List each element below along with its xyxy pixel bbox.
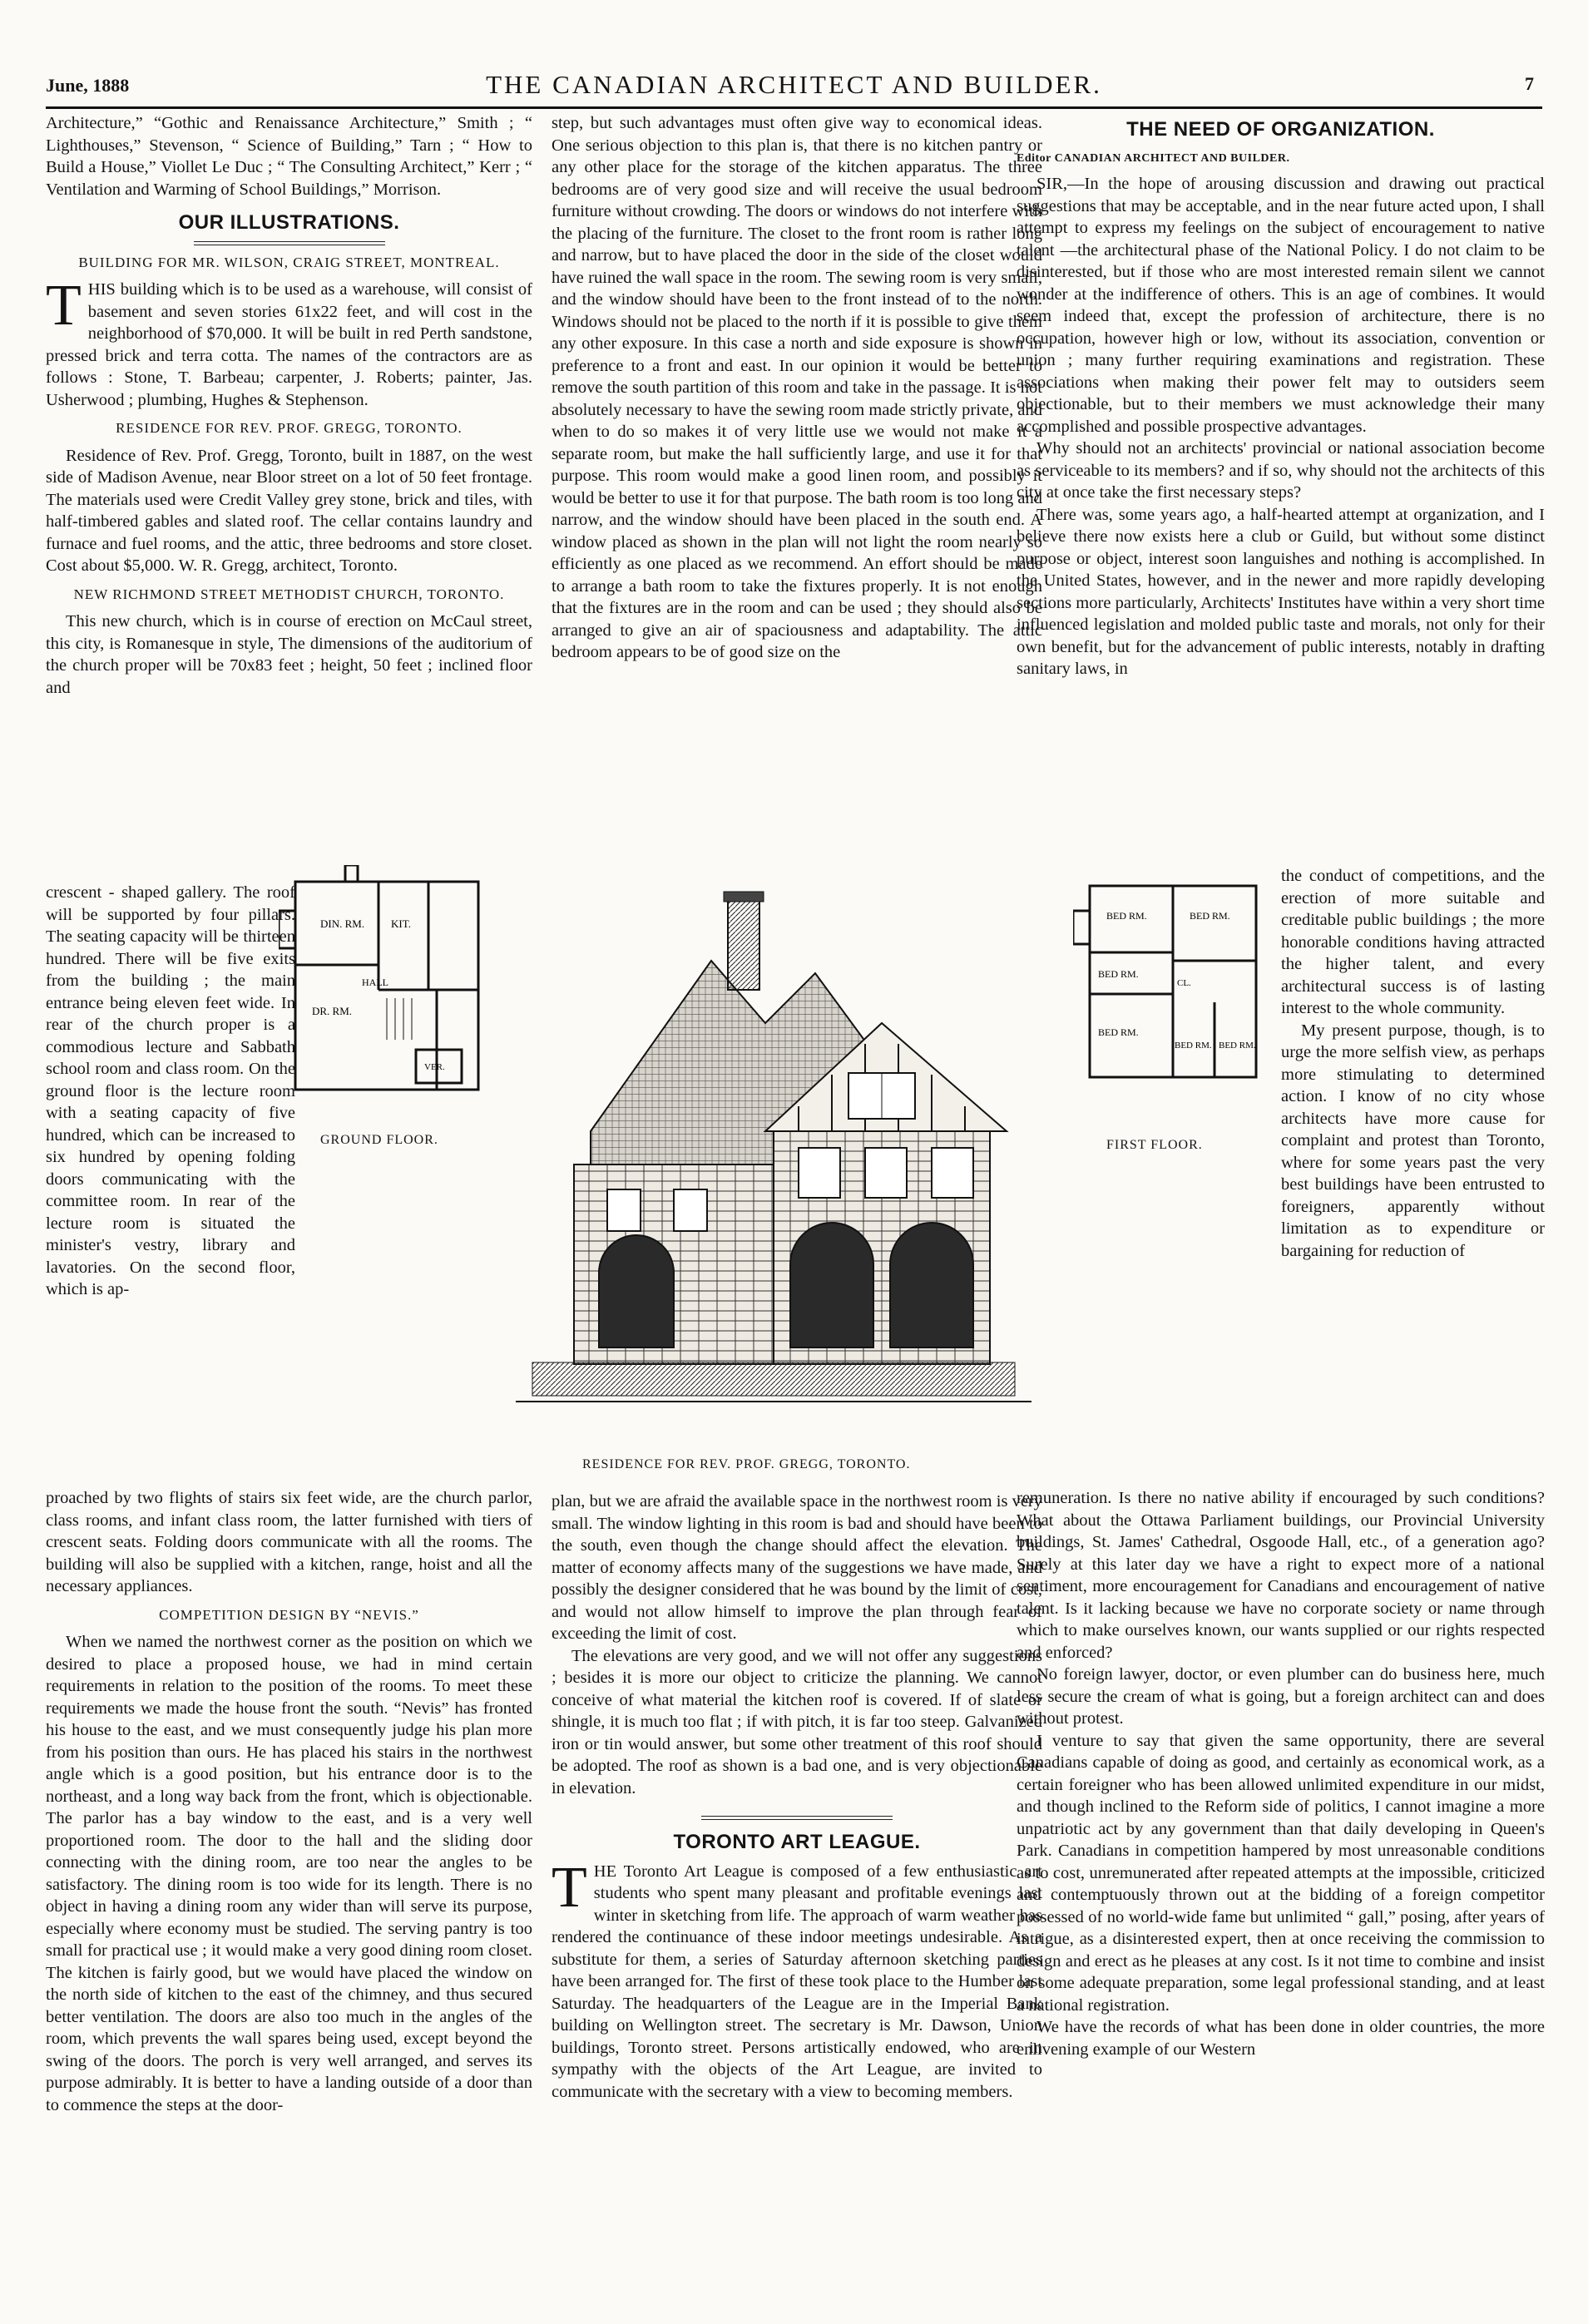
heading-toronto-art-league: TORONTO ART LEAGUE. <box>673 1831 921 1853</box>
room-label: BED RM. <box>1190 910 1230 922</box>
room-label: BED RM. <box>1219 1041 1256 1051</box>
ground-floor-plan <box>279 865 512 1115</box>
paragraph-present: My present purpose, though, is to urge the more selfish view, as perhaps more stimulating to determined action. I know of no city whose architects have more cause for complaint and protest than Toronto, where for some years past the very best buildings have been entrusted to foreigners, apparently without limitation as to expenditure or bargaining for reduction of <box>1281 1021 1545 1260</box>
header-rule <box>46 106 1542 109</box>
paragraph-records: We have the records of what has been done in older countries, the more enlivening example of our Western <box>1017 2018 1545 2059</box>
ground-floor-label: GROUND FLOOR. <box>320 1133 438 1147</box>
page-number: 7 <box>1525 73 1534 94</box>
paragraph-there: There was, some years ago, a half-hearted attempt at organization, and I believe there now exists here a club or Guild, but without some distinct purpose or object, interest soon languishes and nothing is accomplished. In the United States, however, and in the newer and more rapidly developing sections more particularly, Architects' Institutes have within a very short time influenced legislation and molded public taste and morals, not only for their own benefit, but for the advancement of public interests, notably in drafting sanitary laws, in <box>1017 505 1545 678</box>
paragraph-wilson <box>46 274 532 411</box>
column-3-narrow <box>1281 865 1545 1262</box>
chimney-cap <box>724 892 764 902</box>
paragraph-gregg: Residence of Rev. Prof. Gregg, Toronto, built in 1887, on the west side of Madison Avenue, near Bloor street on a lot of 50 feet frontage. The materials used were Credit Valley grey stone, brick and tiles, with half-timbered gables and slated roof. The cellar contains laundry and furnace and fuel rooms, and the attic, three bedrooms and store closet. Cost about $5,000. W. R. Gregg, architect, Toronto. <box>46 446 532 575</box>
heading-our-illustrations: OUR ILLUSTRATIONS. <box>178 211 400 234</box>
room-label: VER. <box>424 1062 445 1072</box>
paragraph-league <box>552 1855 1042 2104</box>
column-3-bottom <box>1017 1487 1545 2060</box>
drop-cap: T <box>552 1855 587 1920</box>
paragraph-church-a: This new church, which is in course of erection on McCaul street, this city, is Romanesque in style, The dimensions of the auditorium of the church proper will be 70x83 feet ; height, 50 feet ; inclined floor and <box>46 612 532 697</box>
paragraph-col2-cont: step, but such advantages must often give way to economical ideas. One serious objection to this plan is, that there is no kitchen pantry or any other place for the storage of the kitchen apparatus. The three bedrooms are of very good size and will receive the usual bedroom furniture without crowding. The doors or windows do not interfere with the placing of the furniture. The closet to the front room is rather long and narrow, but to have placed the door in the side of the closet would have ruined the wall space in the room. The sewing room is very small, and the window should have been to the front instead of to the north. Windows should not be placed to the north if it is possible to give them any other exposure. In this case a north and side exposure is shown in preference to a front and east. In our opinion it would be better to remove the south partition of this room and take in the passage. It is not absolutely necessary to have the sewing room made strictly private, and when to do so makes it of very little use we would not make it a separate room, but make the hall sufficiently large, and use it for that purpose. This room would make a good linen room, and possibly it would be better to use it for that purpose. The bath room is too long and narrow, and the window should have been placed in the south end. A window placed as shown in the plan will not light the room nearly so efficiently as one placed as we recommend. An effort should be made to arrange a bath room to take the fixtures properly. It is not enough that the fixtures are in the room and can be used ; they should also be arranged to give an air of spaciousness and adaptability. The attic bedroom appears to be of good size on the <box>552 114 1042 661</box>
masthead-title: THE CANADIAN ARCHITECT AND BUILDER. <box>486 70 1102 99</box>
ground <box>532 1362 1015 1396</box>
paragraph-wilson-text: HIS building which is to be used as a warehouse, will consist of basement and seven stories 61x22 feet, and will cost in the neighborhood of $70,000. It will be built in red Perth sandstone, pressed brick and terra cotta. The names of the contractors are as follows : Stone, T. Barbeau; carpenter, J. Roberts; painter, Jas. Usherwood ; plumbing, Hughes & Stephenson. <box>46 280 532 409</box>
residence-engraving <box>516 882 1031 1456</box>
subheading-nevis: COMPETITION DESIGN BY “NEVIS.” <box>159 1606 419 1623</box>
page-header <box>46 70 1542 103</box>
column-3-top <box>1017 112 1545 680</box>
first-floor-label: FIRST FLOOR. <box>1106 1138 1203 1152</box>
room-label: DR. RM. <box>312 1005 353 1017</box>
heading-need-of-organization: THE NEED OF ORGANIZATION. <box>1126 118 1435 141</box>
column-2-bottom <box>552 1491 1042 2103</box>
chimney <box>728 898 759 990</box>
residence-caption: RESIDENCE FOR REV. PROF. GREGG, TORONTO. <box>582 1457 911 1471</box>
room-label: BED RM. <box>1175 1041 1212 1051</box>
paragraph-league-text: HE Toronto Art League is composed of a few enthusiastic art students who spent many pleasant and profitable evenings last winter in sketching from life. The approach of warm weather has rendered the continuance of these indoor meetings undesirable. As a substitute for them, a series of Saturday afternoon sketching parties have been arranged for. The first of these took place to the Humber last Saturday. The headquarters of the League are in the Imperial Bank building on Wellington street. The secretary is Mr. Dawson, Union buildings, Toronto street. Persons artistically endowed, who are in sympathy with the objects of the Art League, are invited to communicate with the secretary with a view to becoming members. <box>552 1862 1042 2101</box>
room-label: BED RM. <box>1098 1026 1139 1038</box>
drop-cap: T <box>46 274 82 338</box>
column-1-narrow <box>46 882 295 1301</box>
paragraph-nevis: When we named the northwest corner as the position on which we desired to place a proposed house, we had in mind certain requirements in relation to the position of the rooms. To meet these requirements we made the house front the south. “Nevis” has fronted his house to the east, and we must consequently judge his plan more from his position than ours. He has placed his stairs in the northwest angle which is a good position, but his entrance door is to the northeast, and a long way back from the front, which is objectionable. The parlor has a bay window to the east, and is a very well proportioned room. The door to the hall and the sliding door connecting with the dining room, are too near the angles to be satisfactory. The dining room is too wide for its length. There is no object in having a dining room any wider than will serve its purpose, especially where economy must be studied. The serving pantry is too small for practical use ; it would make a very good dining room closet. The kitchen is fairly good, but we would have placed the window on the north side of kitchen to the east of the chimney, and thus secured better ventilation. The doors are also too much in the angles of the room, which prevents the wall spares being used, except beyond the swing of the doors. The porch is very well arranged, and serves its purpose admirably. It is better to have a landing outside of a door than to commence the steps at the door- <box>46 1633 532 2114</box>
issue-date: June, 1888 <box>46 75 130 96</box>
room-label: CL. <box>1177 978 1191 988</box>
arched-window <box>599 1235 674 1347</box>
heading-rule <box>194 241 385 245</box>
letter-byline: Editor CANADIAN ARCHITECT AND BUILDER. <box>1017 151 1290 165</box>
paragraph-sir: SIR,—In the hope of arousing discussion and drawing out practical suggestions that may be acceptable, and in the near future acted upon, I shall attempt to express my feelings on the subject of encouragement to native talent —the architectural phase of the National Policy. I do not claim to be disinterested, but if those who are most interested remain silent we cannot wonder at the indifference of others. This is an age of combines. It would seem indeed that, except the profession of architecture, there is no occupation, however high or low, without its association, convention or union ; many further requiring examinations and registration. These associations when making their power felt may to outsiders seem objectionable, but to their members we must acknowledge their many accomplished and possible prospective advantages. <box>1017 175 1545 436</box>
room-label: BED RM. <box>1098 968 1139 980</box>
paragraph-church-b: crescent - shaped gallery. The roof will be supported by four pillars. The seating capacity will be thirteen hundred. There will be five exits from the building ; the main entrance being eleven feet wide. In rear of the church proper is a commodious lecture and Sabbath school room and class room. On the ground floor is the lecture room with a seating capacity of five hundred, which can be increased to six hundred by opening folding doors communicating with the committee room. In rear of the lecture room is situated the minister's vestry, library and lavatories. On the second floor, which is ap- <box>46 883 295 1298</box>
room-label: DIN. RM. <box>320 917 365 930</box>
first-floor-plan <box>1073 869 1273 1119</box>
paragraph-plan: plan, but we are afraid the available space in the northwest room is very small. The window lighting in this room is bad and should have been to the south, even though the change should affect the elevation. The matter of economy affects many of the suggestions we have made, and possibly the designer considered that he was bound by the limit of cost, and would not allow himself to improve the plan through fear of exceeding the limit of cost. <box>552 1492 1042 1643</box>
room-label: HALL <box>362 977 388 988</box>
subheading-wilson: BUILDING FOR MR. WILSON, CRAIG STREET, MONTREAL. <box>78 254 500 270</box>
paragraph-church-c: proached by two flights of stairs six feet wide, are the church parlor, class rooms, and infant class room, the latter furnished with tiers of crescent seats. Folding doors communicate with all the rooms. The building will also be supplied with a kitchen, range, hoist and all the necessary appliances. <box>46 1489 532 1595</box>
room-label: BED RM. <box>1106 910 1147 922</box>
subheading-gregg: RESIDENCE FOR REV. PROF. GREGG, TORONTO. <box>116 420 463 436</box>
arched-doorway <box>790 1223 873 1347</box>
subheading-church: NEW RICHMOND STREET METHODIST CHURCH, TORONTO. <box>73 586 505 602</box>
column-1-top <box>46 112 532 699</box>
arched-window <box>890 1223 973 1347</box>
paragraph-venture: I venture to say that given the same opportunity, there are several Canadians capable of doing as good, and certainly as economical work, as a certain foreigner who has been allowed unlimited expenditure in our midst, and though inclined to the Reform side of politics, I cannot imagine a more unpatriotic act by any government than that daily developing in Queen's Park. Canadians in competition hampered by most unreasonable conditions as to cost, unremunerated after repeated attempts at the impossible, criticized and contemptuously thrown out at the bidding of a foreign competitor possessed of no world-wide fame but unlimited “ gall,” posing, after years of intrigue, as a disinterested expert, then at once receiving the commission to design and erect as he pleases at any cost. Is it not time to combine and insist on some adequate preparation, some legal professional standing, and at least a national registration. <box>1017 1731 1545 2015</box>
paragraph-narrow: the conduct of competitions, and the erection of more suitable and creditable public buildings ; the more honorable conditions having attracted the higher talent, and every architectural success is of lasting interest to the whole community. <box>1281 867 1545 1017</box>
paragraph-why: Why should not an architects' provincial or national association become as serviceable to its members? and if so, why should not the architects of this city at once take the first necessary steps? <box>1017 439 1545 502</box>
paragraph-foreign: No foreign lawyer, doctor, or even plumber can do business here, much less secure the cream of what is going, but a foreign architect can and does without protest. <box>1017 1665 1545 1728</box>
paragraph-books: Architecture,” “Gothic and Renaissance Architecture,” Smith ; “ Lighthouses,” Stevenson, “ Science of Building,” Tarn ; “ How to Build a House,” Viollet Le Duc ; “ The Consulting Architect,” Kerr ; “ Ventilation and Warming of School Buildings,” Morrison. <box>46 114 532 199</box>
room-label: KIT. <box>391 917 411 930</box>
column-1-bottom <box>46 1487 532 2116</box>
column-2-top <box>552 112 1042 664</box>
paragraph-remuneration: remuneration. Is there no native ability if encouraged by such conditions? What about the Ottawa Parliament buildings, our Provincial University buildings, St. James' Cathedral, Osgoode Hall, etc., of a generation ago? Surely at this later day we have a right to expect more of a national sentiment, more encouragement for Canadians and encouragement of native talent. Is it lacking because we have no corporate society or name through which to make ourselves known, our wants supplied or our rights respected and enforced? <box>1017 1489 1545 1662</box>
paragraph-elevations: The elevations are very good, and we will not offer any suggestions ; besides it is more our object to criticize the planning. We cannot conceive of what material the kitchen roof is covered. If of slate or shingle, it is much too flat ; if with pitch, it is far too steep. Galvanized iron or tin would answer, but some other treatment of this roof should be adopted. The roof as shown is a bad one, and is very objectionable in elevation. <box>552 1646 1042 1797</box>
heading-rule <box>701 1816 893 1820</box>
